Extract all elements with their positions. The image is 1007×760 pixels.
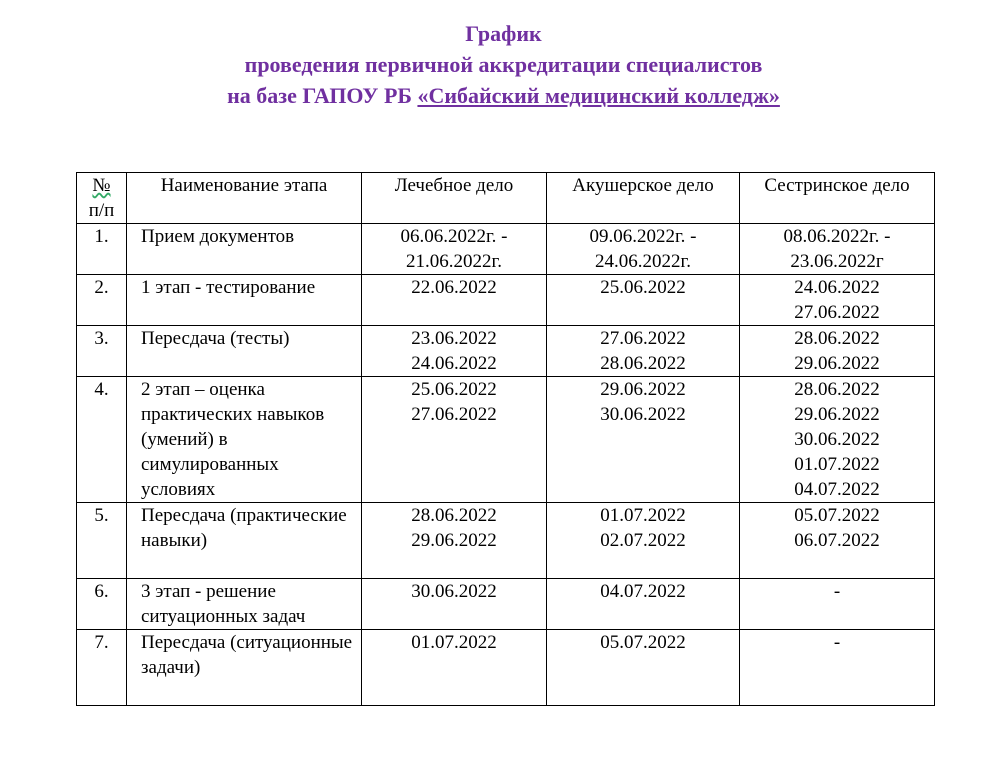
row-stage-name: 1 этап - тестирование xyxy=(127,275,362,326)
header-nursing: Сестринское дело xyxy=(740,173,935,224)
row-general-medicine-dates: 28.06.2022 29.06.2022 xyxy=(362,503,547,579)
table-header-row xyxy=(77,173,935,224)
row-stage-name: Пересдача (ситуационные задачи) xyxy=(127,630,362,706)
row-number: 7. xyxy=(77,630,127,706)
title-line-3 xyxy=(0,80,1007,111)
row-nursing-dates: - xyxy=(740,630,935,706)
header-number-sign: № xyxy=(92,175,111,196)
header-obstetrics: Акушерское дело xyxy=(547,173,740,224)
row-stage-name: 2 этап – оценка практических навыков (умений) в симулированных условиях xyxy=(127,377,362,503)
table-row xyxy=(77,630,935,706)
college-name: «Сибайский медицинский колледж» xyxy=(417,83,780,108)
title-line-1: График xyxy=(465,21,542,46)
row-obstetrics-dates: 04.07.2022 xyxy=(547,579,740,630)
row-obstetrics-dates: 25.06.2022 xyxy=(547,275,740,326)
row-general-medicine-dates: 22.06.2022 xyxy=(362,275,547,326)
row-nursing-dates: - xyxy=(740,579,935,630)
header-number xyxy=(77,173,127,224)
row-number: 3. xyxy=(77,326,127,377)
header-number-pp: п/п xyxy=(88,200,115,221)
title-line-3-prefix: на базе ГАПОУ РБ xyxy=(227,83,418,108)
schedule-table xyxy=(76,172,935,706)
row-nursing-dates: 28.06.2022 29.06.2022 30.06.2022 01.07.2022 04.07.2022 xyxy=(740,377,935,503)
row-stage-name: Пересдача (тесты) xyxy=(127,326,362,377)
title-line-2: проведения первичной аккредитации специалистов xyxy=(244,52,763,77)
row-general-medicine-dates: 30.06.2022 xyxy=(362,579,547,630)
row-number: 1. xyxy=(77,224,127,275)
row-general-medicine-dates: 01.07.2022 xyxy=(362,630,547,706)
row-nursing-dates: 28.06.2022 29.06.2022 xyxy=(740,326,935,377)
table-row xyxy=(77,224,935,275)
row-nursing-dates: 05.07.2022 06.07.2022 xyxy=(740,503,935,579)
row-obstetrics-dates: 09.06.2022г. - 24.06.2022г. xyxy=(547,224,740,275)
row-obstetrics-dates: 05.07.2022 xyxy=(547,630,740,706)
row-number: 4. xyxy=(77,377,127,503)
row-obstetrics-dates: 01.07.2022 02.07.2022 xyxy=(547,503,740,579)
row-number: 5. xyxy=(77,503,127,579)
row-stage-name: 3 этап - решение ситуационных задач xyxy=(127,579,362,630)
row-stage-name: Прием документов xyxy=(127,224,362,275)
row-number: 6. xyxy=(77,579,127,630)
table-row xyxy=(77,377,935,503)
table-row xyxy=(77,275,935,326)
row-nursing-dates: 08.06.2022г. - 23.06.2022г xyxy=(740,224,935,275)
row-general-medicine-dates: 23.06.2022 24.06.2022 xyxy=(362,326,547,377)
header-stage-name: Наименование этапа xyxy=(127,173,362,224)
table-row xyxy=(77,579,935,630)
document-title xyxy=(0,18,1007,111)
header-general-medicine: Лечебное дело xyxy=(362,173,547,224)
row-nursing-dates: 24.06.2022 27.06.2022 xyxy=(740,275,935,326)
row-obstetrics-dates: 27.06.2022 28.06.2022 xyxy=(547,326,740,377)
row-general-medicine-dates: 06.06.2022г. - 21.06.2022г. xyxy=(362,224,547,275)
table-row xyxy=(77,326,935,377)
row-general-medicine-dates: 25.06.2022 27.06.2022 xyxy=(362,377,547,503)
table-row xyxy=(77,503,935,579)
row-number: 2. xyxy=(77,275,127,326)
row-obstetrics-dates: 29.06.2022 30.06.2022 xyxy=(547,377,740,503)
row-stage-name: Пересдача (практические навыки) xyxy=(127,503,362,579)
